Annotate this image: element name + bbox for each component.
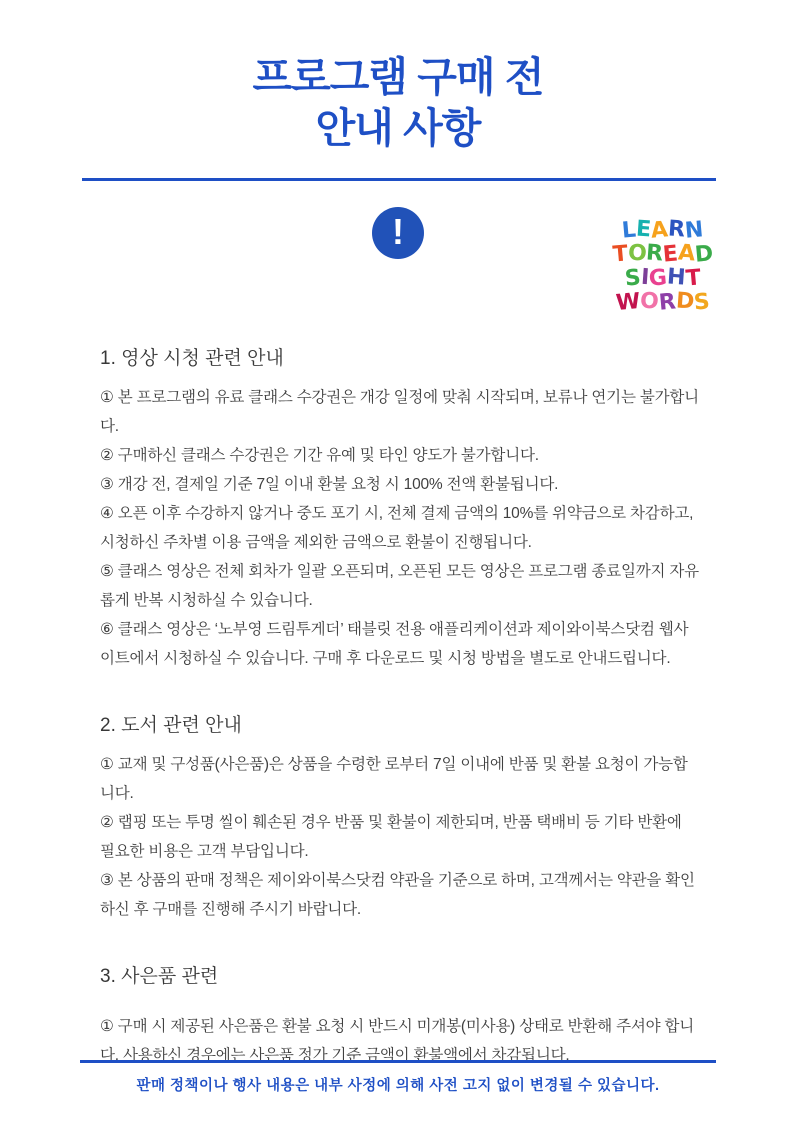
exclamation-icon [372,207,424,259]
page-title-line2: 안내 사항 [315,105,481,151]
notice-item: ① 교재 및 구성품(사은품)은 상품을 수령한 로부터 7일 이내에 반품 및 환불 요청이 가능합니다. [100,756,688,802]
page-title [0,52,796,154]
footer-note: 판매 정책이나 행사 내용은 내부 사정에 의해 사전 고지 없이 변경될 수 있습니다. [136,1078,660,1094]
section-heading: 2. 도서 관련 안내 [100,715,242,736]
notice-item: ② 구매하신 클래스 수강권은 기간 유예 및 타인 양도가 불가합니다. [100,447,539,464]
page-title-line1: 프로그램 구매 전 [252,54,544,100]
notice-item: ③ 본 상품의 판매 정책은 제이와이북스닷컴 약관을 기준으로 하며, 고객께서는 약관을 확인하신 후 구매를 진행해 주시기 바랍니다. [100,872,695,918]
logo-line-sight: SIGHT [624,264,702,292]
notice-item: ④ 오픈 이후 수강하지 않거나 중도 포기 시, 전체 결제 금액의 10%를 위약금으로 차감하고, 시청하신 주차별 이용 금액을 제외한 금액으로 환불이 진행됩니다. [100,505,694,551]
footer [80,1060,716,1095]
notice-item: ⑤ 클래스 영상은 전체 회차가 일괄 오픈되며, 오픈된 모든 영상은 프로그램 종료일까지 자유롭게 반복 시청하실 수 있습니다. [100,563,699,609]
logo-line-to-read: TOREAD [611,240,715,268]
section-gifts [100,961,700,1070]
section-heading: 1. 영상 시청 관련 안내 [100,348,284,369]
notice-item: ③ 개강 전, 결제일 기준 7일 이내 환불 요청 시 100% 전액 환불됩니다. [100,476,559,493]
notice-item: ② 랩핑 또는 투명 씰이 훼손된 경우 반품 및 환불이 제한되며, 반품 택배비 등 기타 반환에 필요한 비용은 고객 부담입니다. [100,814,682,860]
section-books [100,710,700,924]
section-video-viewing [100,343,700,673]
notice-item: ① 구매 시 제공된 사은품은 환불 요청 시 반드시 미개봉(미사용) 상태로 반환해 주셔야 합니다. 사용하신 경우에는 사은품 정가 기준 금액이 환불액에서 차감됩니다. [100,1018,695,1064]
exclamation-glyph: ! [392,211,404,252]
learn-to-read-sight-words-logo [608,216,718,317]
logo-line-words: WORDS [614,288,712,317]
icon-logo-band [0,207,796,329]
notice-content [100,343,700,1070]
notice-item: ① 본 프로그램의 유료 클래스 수강권은 개강 일정에 맞춰 시작되며, 보류나 연기는 불가합니다. [100,389,699,435]
logo-line-learn: LEARN [621,216,705,244]
top-divider [82,178,716,181]
notice-item: ⑥ 클래스 영상은 ‘노부영 드림투게더’ 태블릿 전용 애플리케이션과 제이와이북스닷컴 웹사이트에서 시청하실 수 있습니다. 구매 후 다운로드 및 시청 방법을 별도로 안내드립니다. [100,621,689,667]
section-heading: 3. 사은품 관련 [100,966,219,987]
